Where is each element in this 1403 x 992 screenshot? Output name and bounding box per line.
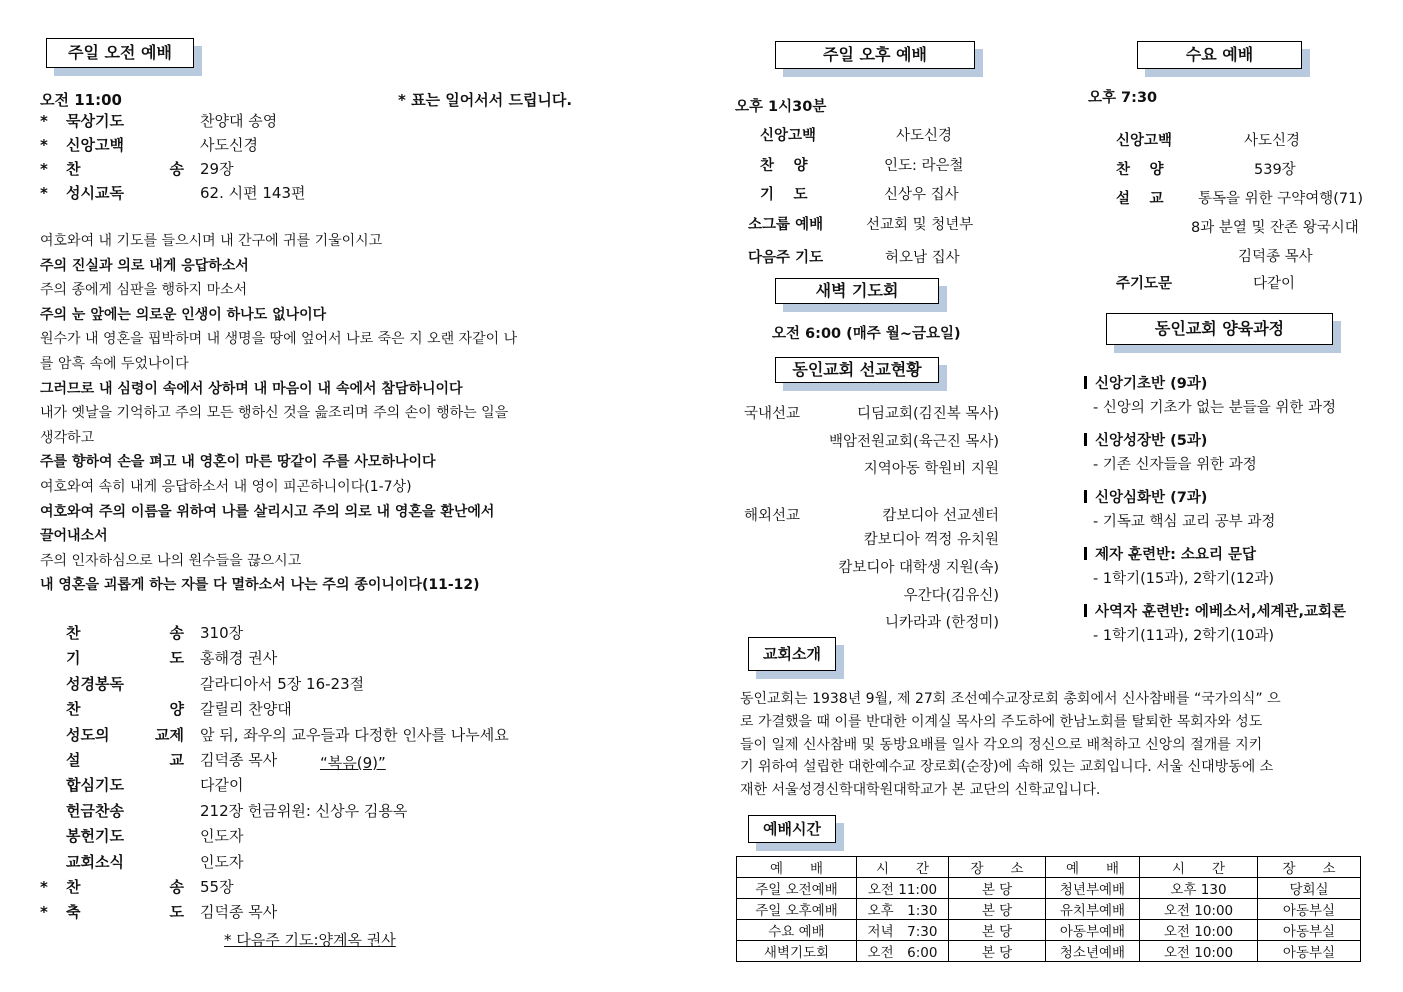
schedule-column-header: 시 간 [857,857,949,878]
psalm-line: 주의 진실과 의로 내게 응답하소서 [40,257,249,274]
wednesday-time: 오후 7:30 [1088,90,1158,106]
course-title [1084,543,1256,564]
order-label: 성시교독 [66,184,124,202]
domestic-mission-label: 국내선교 [744,406,801,422]
psalm-line: 를 암흑 속에 두었나이다 [40,356,189,372]
morning-service-time: 오전 11:00 [40,91,122,109]
afternoon-item-label: 기 도 [760,187,808,203]
schedule-cell: 아동부실 [1258,899,1361,920]
course-title [1084,429,1207,450]
order-value: 다같이 [200,776,244,795]
education-header: 동인교회 양육과정 [1106,313,1333,345]
psalm-line: 내 영혼을 괴롭게 하는 자를 다 멸하소서 나는 주의 종이니이다(11-12) [40,577,480,594]
course-description: - 기독교 핵심 교리 공부 과정 [1093,514,1276,530]
schedule-cell: 오전 10:00 [1140,920,1258,941]
order-label: 축 도 [66,903,184,922]
overseas-mission-label: 해외선교 [744,508,801,524]
course-bullet-icon [1084,547,1087,560]
order-label: 성경봉독 [66,674,124,693]
wednesday-item-value: 통독을 위한 구약여행(71) [1198,191,1364,207]
order-value: 김덕종 목사 [200,751,278,769]
left.order_top-row [40,134,258,155]
next-week-prayer: * 다음주 기도:양계옥 권사 [224,931,396,949]
order-value: 인도자 [200,827,244,846]
wednesday-service-header: 수요 예배 [1137,41,1302,69]
afternoon-item-label: 신앙고백 [760,128,817,144]
standing-mark: * [40,184,48,202]
wednesday-sermon-sub1: 8과 분열 및 잔존 왕국시대 [1191,220,1359,236]
morning-service-header: 주일 오전 예배 [46,38,194,68]
order-value: 62. 시편 143편 [200,184,306,202]
schedule-cell: 아동부실 [1258,941,1361,962]
left.order_bottom-row [40,673,364,694]
psalm-line: 주의 눈 앞에는 의로운 인생이 하나도 없나이다 [40,306,327,323]
domestic-mission-item: 디딤교회(김진복 목사) [857,406,999,422]
schedule-cell: 오전 10:00 [1140,899,1258,920]
order-value: 55장 [200,878,234,896]
schedule-column-header: 장 소 [1258,857,1361,878]
left.order_bottom-row [40,698,292,719]
left.order_bottom-row [40,800,407,821]
schedule-header-row [737,857,1361,878]
course-title-text: 제자 훈련반: 소요리 문답 [1095,547,1257,563]
schedule-cell: 주일 오전예배 [737,878,857,899]
course-bullet-icon [1084,433,1087,446]
schedule-column-header: 예 배 [1046,857,1140,878]
wednesday-item-label: 신앙고백 [1116,133,1173,149]
psalm-line: 생각하고 [40,429,95,446]
psalm-line: 여호와여 주의 이름을 위하여 나를 살리시고 주의 의로 내 영혼을 환난에서 [40,503,495,520]
order-label: 합심기도 [66,776,124,795]
order-value: 인도자 [200,852,244,871]
order-value: 212장 헌금위원: 신상우 김용옥 [200,801,408,820]
intro-line: 재한 서울성경신학대학원대학교가 본 교단의 신학교입니다. [740,782,1101,799]
schedule-row [737,941,1361,962]
intro-line: 들이 일제 신사참배 및 동방요배를 일사 각오의 정신으로 배척하고 신앙의 절개를 지키 [740,736,1263,753]
order-value: 앞 뒤, 좌우의 교우들과 다정한 인사를 나누세요 [200,725,509,744]
schedule-cell: 주일 오후예배 [737,899,857,920]
psalm-line: 주를 향하여 손을 펴고 내 영혼이 마른 땅같이 주를 사모하나이다 [40,454,436,471]
schedule-cell: 새벽기도회 [737,941,857,962]
schedule-cell: 유치부예배 [1046,899,1140,920]
left.order_bottom-row [40,825,243,846]
order-label: 교회소식 [66,852,124,871]
standing-mark: * [40,160,48,178]
domestic-mission-item: 지역아동 학원비 지원 [863,461,999,477]
overseas-mission-item: 캄보디아 선교센터 [882,508,999,524]
course-title [1084,372,1207,393]
domestic-mission-item: 백암전원교회(육근진 목사) [829,434,999,450]
schedule-cell: 오전 11:00 [857,878,949,899]
afternoon-time: 오후 1시30분 [735,99,827,115]
order-label: 봉헌기도 [66,827,124,846]
intro-line: 동인교회는 1938년 9월, 제 27회 조선예수교장로회 총회에서 신사참배를 “국가의식” 으 [740,691,1281,707]
schedule-cell: 수요 예배 [737,920,857,941]
course-bullet-icon [1084,376,1087,389]
overseas-mission-item: 캄보디아 대학생 지원(속) [838,560,999,576]
afternoon-item-label: 찬 양 [760,158,808,174]
afternoon-item-label: 소그룹 예배 [748,217,824,233]
left.order_top-row [40,182,306,203]
schedule-cell: 저녁 7:30 [857,920,949,941]
wednesday-item-label: 찬 양 [1116,162,1164,178]
left.order_top-row [40,158,234,179]
course-bullet-icon [1084,604,1087,617]
afternoon-item-value: 사도신경 [896,128,953,144]
schedule-cell: 본 당 [949,941,1046,962]
sermon-title: “복음(9)” [320,754,386,772]
course-title-text: 신앙기초반 (9과) [1095,376,1208,392]
course-title-text: 신앙심화반 (7과) [1095,490,1208,506]
course-title-text: 신앙성장반 (5과) [1095,433,1208,449]
order-value: 갈릴리 찬양대 [200,700,292,719]
order-value: 갈라디아서 5장 16-23절 [200,674,365,693]
schedule-cell: 청소년예배 [1046,941,1140,962]
schedule-column-header: 장 소 [949,857,1046,878]
psalm-line: 주의 인자하심으로 나의 원수들을 끊으시고 [40,552,302,569]
order-value: 사도신경 [200,136,258,154]
left.order_bottom-row [40,647,277,668]
afternoon-item-value: 허오남 집사 [885,250,960,266]
course-title [1084,486,1207,507]
schedule-cell: 청년부예배 [1046,878,1140,899]
psalm-line: 원수가 내 영혼을 핍박하며 내 생명을 땅에 엎어서 나로 죽은 지 오랜 자같이 나 [40,331,518,348]
left.order_bottom-row [40,851,243,872]
standing-note: * 표는 일어서서 드립니다. [398,91,573,109]
wednesday-item-value: 사도신경 [1244,133,1301,149]
order-label: 헌금찬송 [66,801,124,820]
left.order_bottom-row [40,876,234,897]
schedule-column-header: 예 배 [737,857,857,878]
psalm-line: 여호와여 내 기도를 들으시며 내 간구에 귀를 기울이시고 [40,233,383,249]
overseas-mission-item: 니카라과 (한정미) [885,615,999,631]
afternoon-service-header: 주일 오후 예배 [775,41,975,69]
order-label: 찬 송 [66,160,184,178]
wednesday-item-value: 539장 [1254,162,1296,178]
schedule-cell: 오후 1:30 [857,899,949,920]
schedule-column-header: 시 간 [1140,857,1258,878]
schedule-cell: 본 당 [949,878,1046,899]
schedule-cell: 오후 130 [1140,878,1258,899]
intro-line: 기 위하여 설립한 대한예수교 장로회(순장)에 속해 있는 교회입니다. 서울 신대방동에 소 [740,759,1274,776]
schedule-cell: 오전 10:00 [1140,941,1258,962]
wednesday-closing-value: 다같이 [1253,276,1296,292]
left.order_top-row [40,110,277,131]
afternoon-item-label: 다음주 기도 [748,250,824,266]
schedule-cell: 아동부예배 [1046,920,1140,941]
left.order_bottom-row [40,622,243,643]
overseas-mission-item: 우간다(김유신) [903,588,999,604]
left.order_bottom-row [40,724,509,745]
schedule-cell: 당회실 [1258,878,1361,899]
schedule-header: 예배시간 [748,815,836,843]
worship-schedule-table [736,856,1361,962]
course-description: - 신앙의 기초가 없는 분들을 위한 과정 [1093,400,1336,416]
order-label: 찬 송 [66,878,184,896]
order-value: 310장 [200,624,244,642]
order-label: 기 도 [66,649,184,668]
schedule-cell: 아동부실 [1258,920,1361,941]
wednesday-sermon-sub2: 김덕종 목사 [1238,249,1313,265]
dawn-prayer-time: 오전 6:00 (매주 월~금요일) [772,326,961,342]
dawn-prayer-header: 새벽 기도회 [775,278,939,304]
left.order_bottom-row [40,901,277,922]
afternoon-item-value: 인도: 라은철 [884,158,964,174]
overseas-mission-item: 캄보디아 꺽정 유치원 [863,532,999,548]
course-bullet-icon [1084,490,1087,503]
course-description: - 1학기(11과), 2학기(10과) [1093,628,1275,644]
order-value: 29장 [200,160,234,178]
order-label: 성도의 교제 [66,725,184,744]
course-description: - 기존 신자들을 위한 과정 [1093,457,1257,473]
course-description: - 1학기(15과), 2학기(12과) [1093,571,1275,587]
standing-mark: * [40,136,48,154]
schedule-row [737,899,1361,920]
left.order_bottom-row [40,774,243,795]
order-label: 찬 송 [66,624,184,642]
afternoon-item-value: 선교회 및 청년부 [866,217,974,233]
schedule-cell: 본 당 [949,920,1046,941]
order-value: 김덕종 목사 [200,903,278,922]
order-label: 신앙고백 [66,136,124,154]
psalm-line: 끌어내소서 [40,528,108,545]
order-value: 홍해경 권사 [200,649,278,668]
mission-header: 동인교회 선교현황 [775,357,939,383]
schedule-row [737,920,1361,941]
schedule-cell: 본 당 [949,899,1046,920]
psalm-line: 그러므로 내 심령이 속에서 상하며 내 마음이 내 속에서 참담하니이다 [40,380,463,397]
psalm-line: 내가 옛날을 기억하고 주의 모든 행하신 것을 읊조리며 주의 손이 행하는 일을 [40,405,509,422]
left.order_bottom-row [40,749,277,770]
standing-mark: * [40,112,48,130]
standing-mark: * [40,903,48,922]
order-label: 찬 양 [66,700,184,719]
order-label: 설 교 [66,751,184,769]
church-intro-header: 교회소개 [748,637,836,671]
intro-line: 로 가결했을 때 이를 반대한 이계실 목사의 주도하에 한남노회를 탈퇴한 목회자와 성도 [740,713,1263,730]
standing-mark: * [40,878,48,896]
course-title [1084,600,1346,621]
schedule-row [737,878,1361,899]
psalm-line: 주의 종에게 심판을 행하지 마소서 [40,282,248,299]
course-title-text: 사역자 훈련반: 에베소서,세계관,교회론 [1095,604,1347,620]
wednesday-item-label: 설 교 [1116,191,1164,207]
schedule-cell: 오전 6:00 [857,941,949,962]
afternoon-item-value: 신상우 집사 [884,187,959,203]
psalm-line: 여호와여 속히 내게 응답하소서 내 영이 피곤하니이다(1-7상) [40,479,412,495]
wednesday-closing-label: 주기도문 [1116,276,1173,292]
order-label: 묵상기도 [66,112,124,130]
order-value: 찬양대 송영 [200,112,278,130]
